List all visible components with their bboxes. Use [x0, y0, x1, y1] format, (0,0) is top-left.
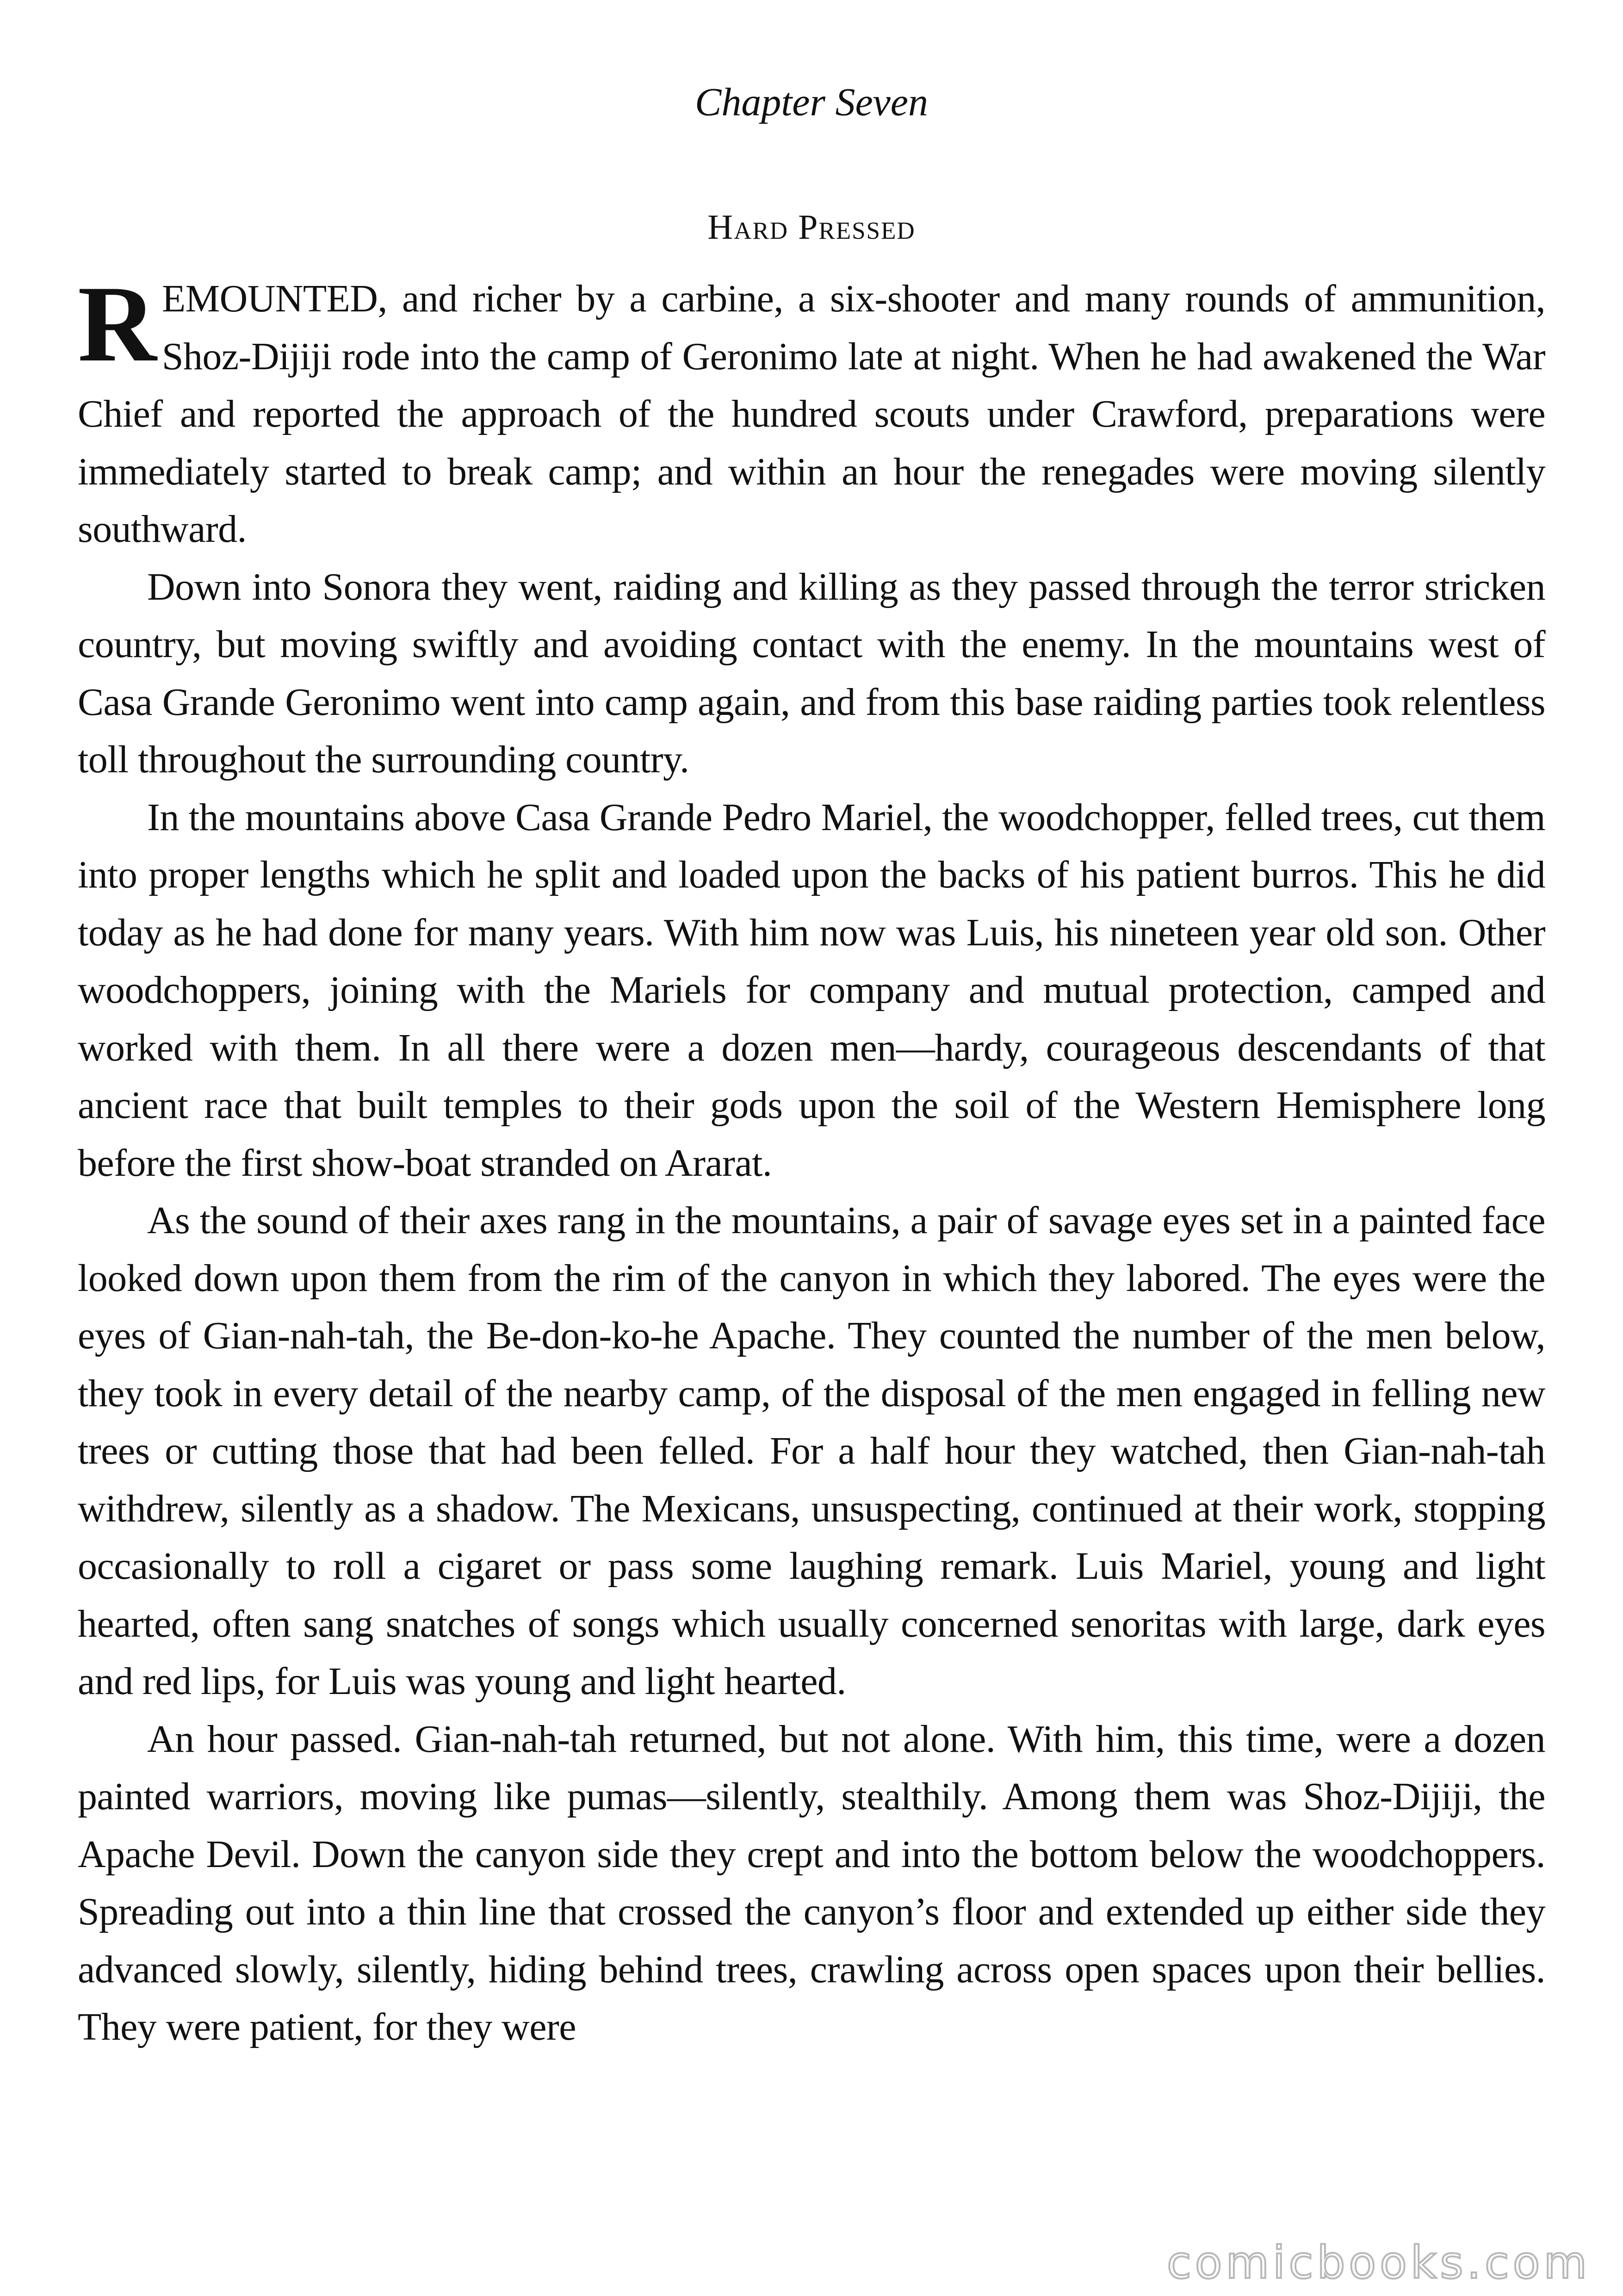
chapter-title: Hard Pressed	[707, 208, 916, 247]
paragraph-5: An hour passed. Gian-nah-tah returned, but not alone. With him, this time, were a dozen painted warriors, moving like pumas—silently, stealthily. Among them was Shoz-Dijiji, the Apache Devil. Down the canyon side they crept and into the bottom below the woodchoppers. Spreading out into a thin line that crossed the canyon’s floor and extended up either side they advanced slowly, silently, hiding behind trees, crawling across open spaces upon their bellies. They were patient, for they were	[78, 1717, 1545, 2048]
paragraph-3: In the mountains above Casa Grande Pedro Mariel, the woodchopper, felled trees, cut them into proper lengths which he split and loaded upon the backs of his patient burros. This he did today as he had done for many years. With him now was Luis, his nineteen year old son. Other woodchoppers, joining with the Mariels for company and mutual protection, camped and worked with them. In all there were a dozen men—hardy, courageous descendants of that ancient race that built temples to their gods upon the soil of the Western Hemisphere long before the first show-boat stranded on Ararat.	[78, 795, 1545, 1185]
book-page	[78, 69, 1545, 2056]
paragraph-4: As the sound of their axes rang in the mountains, a pair of savage eyes set in a painted face looked down upon them from the rim of the canyon in which they labored. The eyes were the eyes of Gian-nah-tah, the Be-don-ko-he Apache. They counted the number of the men below, they took in every detail of the nearby camp, of the disposal of the men engaged in felling new trees or cutting those that had been felled. For a half hour they watched, then Gian-nah-tah withdrew, silently as a shadow. The Mexicans, unsuspecting, continued at their work, stopping occasionally to roll a cigaret or pass some laughing remark. Luis Mariel, young and light hearted, often sang snatches of songs which usually concerned senoritas with large, dark eyes and red lips, for Luis was young and light hearted.	[78, 1199, 1545, 1703]
drop-cap: R	[78, 264, 156, 385]
paragraph-2: Down into Sonora they went, raiding and killing as they passed through the terror stricken country, but moving swiftly and avoiding contact with the enemy. In the mountains west of Casa Grande Geronimo went into camp again, and from this base raiding parties took relentless toll throughout the surrounding country.	[78, 565, 1545, 781]
chapter-body	[78, 264, 1545, 2056]
chapter-number: Chapter Seven	[695, 80, 928, 124]
paragraph-1-text: EMOUNTED, and richer by a carbine, a six-shooter and many rounds of ammunition, Shoz-Dijiji rode into the camp of Geronimo late at night. When he had awakened the War Chief and reported the approach of the hundred scouts under Crawford, preparations were immediately started to break camp; and within an hour the renegades were moving silently southward.	[78, 277, 1545, 551]
watermark: comicbooks.com	[1166, 2237, 1591, 2289]
paragraph-1	[78, 264, 1545, 558]
